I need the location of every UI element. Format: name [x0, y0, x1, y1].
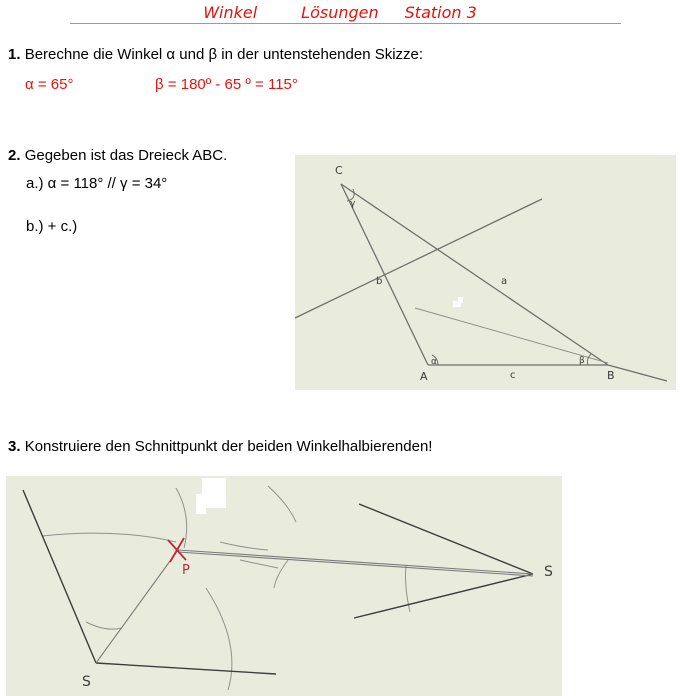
triangle-sketch [295, 155, 676, 390]
task2-part-bc: b.) + c.) [26, 218, 78, 235]
task3-number: 3. [8, 438, 21, 455]
page-header [0, 0, 680, 24]
header-title: Winkel [203, 2, 258, 22]
task3-text: Konstruiere den Schnittpunkt der beiden Winkelhalbierenden! [24, 438, 433, 455]
task1-text: Berechne die Winkel α und β in der untenstehenden Skizze: [24, 46, 424, 63]
task1-number: 1. [8, 46, 21, 63]
sketch-paper [295, 155, 676, 390]
header-station: Station 3 [404, 2, 477, 22]
label-c: c [510, 370, 516, 381]
header-rule [70, 23, 621, 24]
label-vertex-right: S [544, 564, 553, 580]
label-beta: β [579, 356, 585, 366]
label-B: B [607, 369, 615, 382]
sketch-paper [6, 476, 562, 696]
task2-part-a: a.) α = 118° // γ = 34° [26, 175, 168, 192]
label-intersection: P [182, 563, 190, 578]
label-gamma: γ [350, 199, 356, 209]
label-vertex-left: S [82, 674, 91, 690]
task1-answer-alpha: α = 65° [25, 76, 74, 93]
label-alpha: α [431, 357, 437, 367]
label-b: b [376, 276, 383, 287]
task1-answer-beta: β = 180º - 65 º = 115° [155, 76, 298, 93]
task2-question [8, 147, 227, 164]
label-A: A [420, 370, 428, 383]
task1-question [8, 46, 423, 63]
label-C: C [335, 164, 343, 177]
label-a: a [501, 276, 508, 287]
bisector-sketch [6, 476, 562, 696]
header-subtitle: Lösungen [301, 2, 379, 22]
task2-number: 2. [8, 147, 21, 164]
task3-question [8, 438, 432, 455]
task2-text: Gegeben ist das Dreieck ABC. [24, 147, 228, 164]
